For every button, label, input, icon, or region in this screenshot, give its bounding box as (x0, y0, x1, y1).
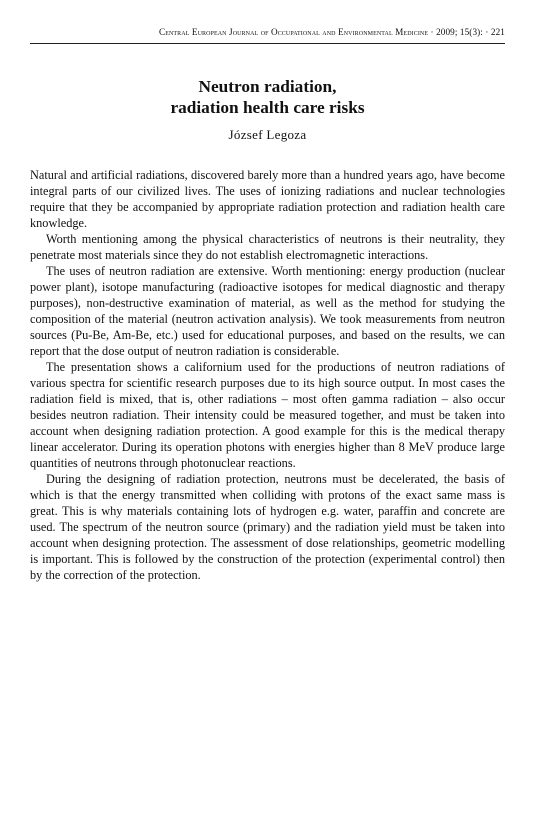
article-body (30, 167, 505, 583)
article-title-line-2: radiation health care risks (170, 98, 365, 117)
header-rule (30, 43, 505, 44)
body-paragraph-4: The presentation shows a californium used for the productions of neutron radiations of various spectra for scientific research purposes due to its high source output. In most cases the radiation field is mixed, that is, other radiations – most often gamma radiation – also occur besides neutron radiation. Their intensity could be measured together, and must be taken into account when designing radiation protection. A good example for this is the medical therapy linear accelerator. During its operation photons with energies higher than 8 MeV produce large quantities of neutrons through photonuclear reactions. (30, 360, 505, 470)
body-paragraph-2: Worth mentioning among the physical characteristics of neutrons is their neutrality, they penetrate most materials since they do not establish electromagnetic interactions. (30, 232, 505, 262)
article-author: József Legoza (228, 127, 307, 142)
body-paragraph-1: Natural and artificial radiations, discovered barely more than a hundred years ago, have become integral parts of our civilized lives. The uses of ionizing radiations and nuclear technologies require that they be accompanied by appropriate radiation protection and radiation health care knowledge. (30, 168, 505, 230)
journal-citation: · 2009; 15(3): · 221 (428, 27, 505, 37)
article-title (30, 76, 505, 118)
body-paragraph-5: During the designing of radiation protection, neutrons must be decelerated, the basis of which is that the energy transmitted when colliding with protons of the exact same mass is great. This is why materials containing lots of hydrogen e.g. water, paraffin and concrete are used. The spectrum of the neutron source (primary) and the radiation yield must be taken into account when designing protection. The assessment of dose relationships, geometric modelling is important. This is followed by the construction of the protection (experimental control) then by the correction of the protection. (30, 472, 505, 582)
running-header (30, 27, 505, 37)
journal-name: Central European Journal of Occupational and Environmental Medicine (158, 27, 429, 37)
body-paragraph-3: The uses of neutron radiation are extensive. Worth mentioning: energy production (nuclear power plant), isotope manufacturing (radioactive isotopes for medical diagnostic and therapy purposes), non-destructive examination of material, as well as the method for studying the composition of the material (neutron activation analysis). We took measurements from neutron sources (Pu-Be, Am-Be, etc.) used for educational purposes, and based on the results, we can report that the dose output of neutron radiation is considerable. (30, 264, 505, 358)
article-title-line-1: Neutron radiation, (198, 77, 337, 96)
